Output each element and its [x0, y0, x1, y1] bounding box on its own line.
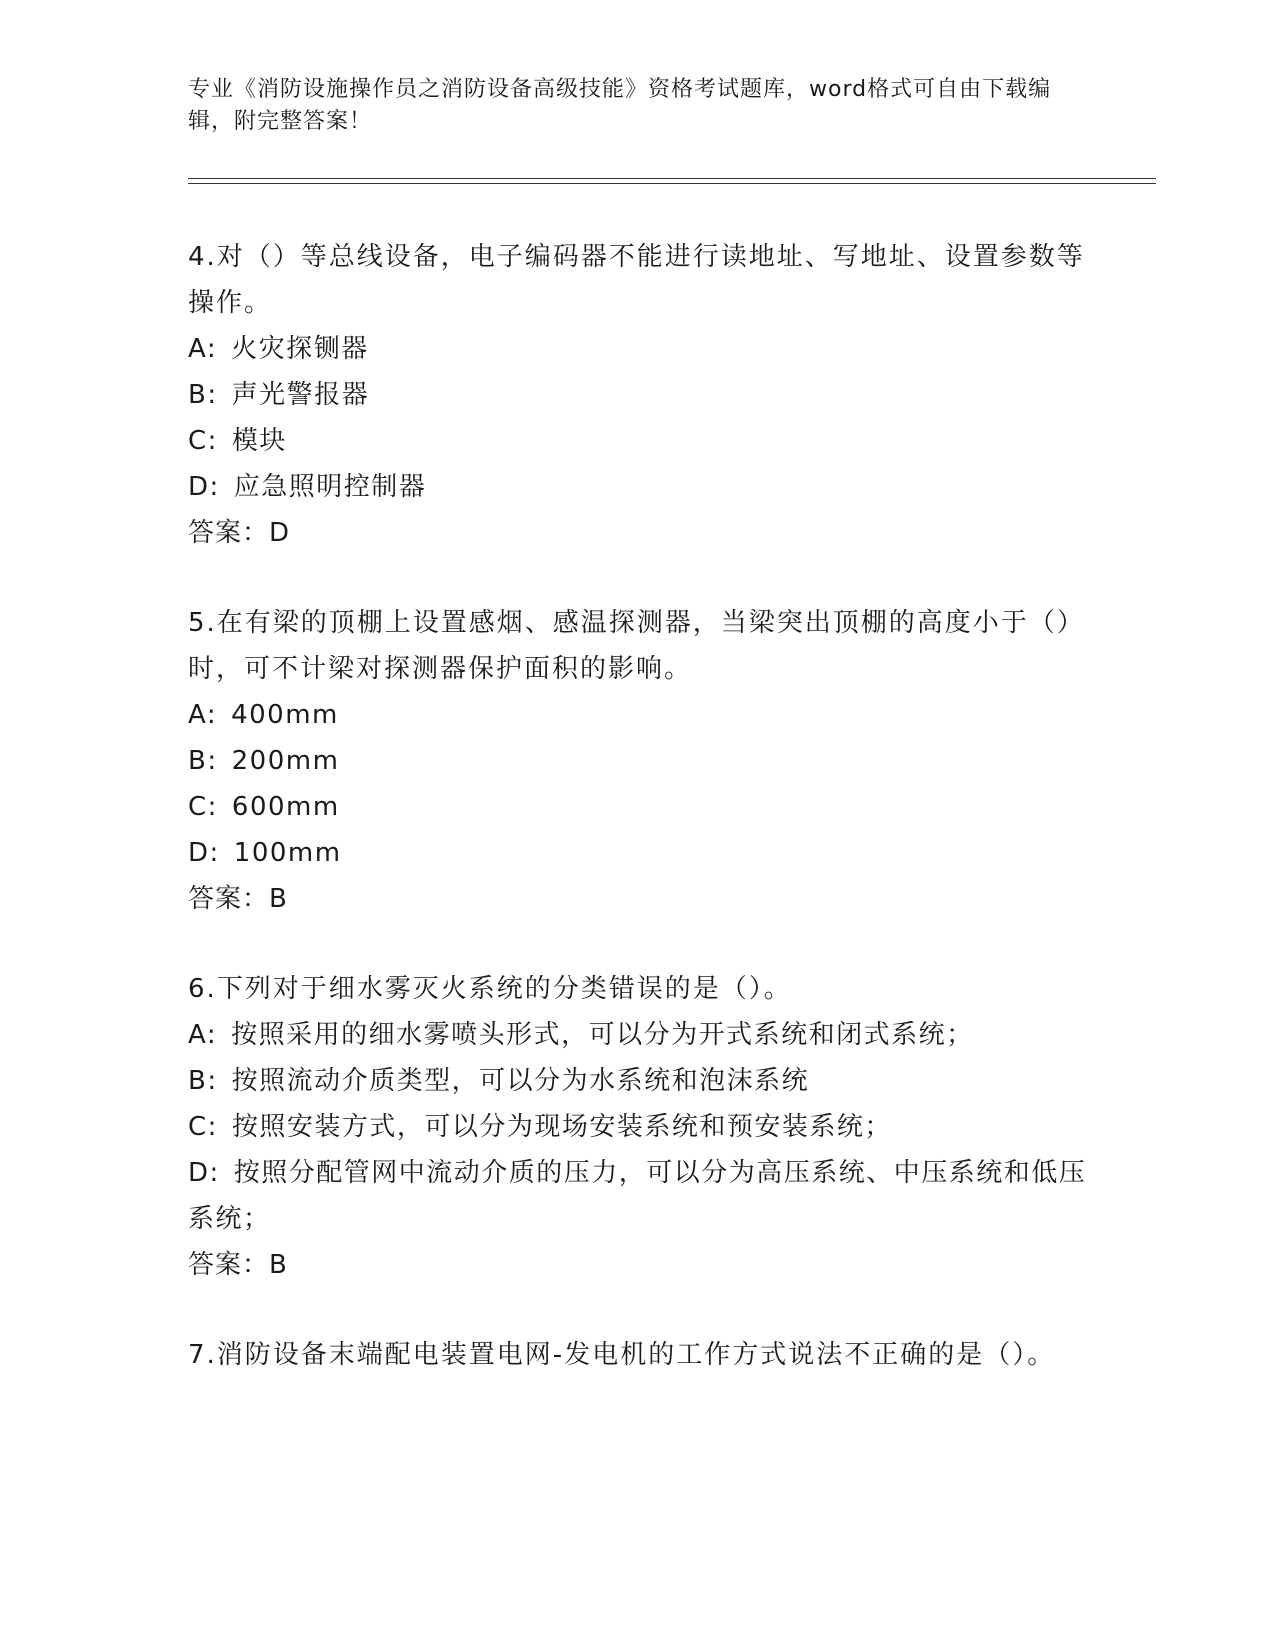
option-letter: D: — [188, 838, 220, 868]
answer-label: 答案： — [188, 1250, 270, 1280]
header-rule-bottom — [188, 183, 1156, 184]
option-b — [188, 1058, 1088, 1104]
option-a — [188, 1012, 1088, 1058]
option-letter: A: — [188, 1020, 218, 1050]
answer-label: 答案： — [188, 518, 270, 548]
header-rule-top — [188, 178, 1156, 179]
option-text: 应急照明控制器 — [233, 472, 427, 502]
option-letter: C: — [188, 792, 218, 822]
question-stem: 5.在有梁的顶棚上设置感烟、感温探测器，当梁突出顶棚的高度小于（）时，可不计梁对探测器保护面积的影响。 — [188, 608, 1085, 684]
option-c — [188, 418, 1088, 464]
option-b — [188, 738, 1088, 784]
option-a — [188, 326, 1088, 372]
option-text: 火灾探铡器 — [231, 334, 369, 364]
option-d — [188, 1150, 1088, 1242]
question-5 — [188, 600, 1088, 922]
option-d — [188, 830, 1088, 876]
option-d — [188, 464, 1088, 510]
question-stem: 6.下列对于细水雾灭火系统的分类错误的是（）。 — [188, 974, 792, 1004]
option-c — [188, 1104, 1088, 1150]
option-text: 200mm — [231, 746, 340, 776]
answer-label: 答案： — [188, 884, 270, 914]
question-stem: 4.对（）等总线设备，电子编码器不能进行读地址、写地址、设置参数等操作。 — [188, 242, 1085, 318]
option-c — [188, 784, 1088, 830]
option-a — [188, 692, 1088, 738]
option-text: 400mm — [231, 700, 339, 730]
option-letter: A: — [188, 700, 218, 730]
option-letter: A: — [188, 334, 218, 364]
option-text: 按照流动介质类型，可以分为水系统和泡沫系统 — [231, 1066, 810, 1096]
option-text: 按照安装方式，可以分为现场安装系统和预安装系统； — [231, 1112, 892, 1142]
option-letter: B: — [188, 380, 218, 410]
option-letter: C: — [188, 1112, 218, 1142]
question-list — [188, 234, 1088, 1422]
answer-value: B — [269, 1250, 287, 1280]
answer-line — [188, 510, 1088, 556]
option-letter: B: — [188, 746, 218, 776]
option-letter: B: — [188, 1066, 218, 1096]
option-text: 600mm — [231, 792, 340, 822]
question-7 — [188, 1332, 1088, 1378]
question-6 — [188, 966, 1088, 1288]
answer-value: B — [269, 884, 287, 914]
option-text: 100mm — [233, 838, 342, 868]
answer-line — [188, 876, 1088, 922]
answer-value: D — [269, 518, 290, 548]
answer-line — [188, 1242, 1088, 1288]
option-text: 模块 — [231, 426, 287, 456]
option-b — [188, 372, 1088, 418]
question-stem: 7.消防设备末端配电装置电网-发电机的工作方式说法不正确的是（）。 — [188, 1340, 1056, 1370]
header-note: 专业《消防设施操作员之消防设备高级技能》资格考试题库，word格式可自由下载编辑，附完整答案！ — [188, 77, 1052, 134]
option-letter: C: — [188, 426, 218, 456]
option-text: 按照分配管网中流动介质的压力，可以分为高压系统、中压系统和低压系统； — [188, 1158, 1087, 1234]
option-letter: D: — [188, 472, 220, 502]
option-letter: D: — [188, 1158, 220, 1188]
option-text: 按照采用的细水雾喷头形式，可以分为开式系统和闭式系统； — [231, 1020, 974, 1050]
question-4 — [188, 234, 1088, 556]
option-text: 声光警报器 — [231, 380, 370, 410]
